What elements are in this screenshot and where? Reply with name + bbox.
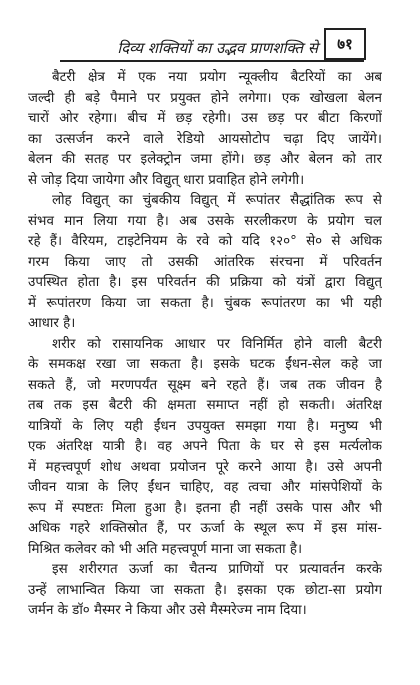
text-line: तब तक इस बैटरी की क्षमता समाप्त नहीं हो सकती। अंतरिक्ष — [28, 398, 382, 413]
text-line: का उत्सर्जन करने वाले रेडियो आयसोटोप चढ़ा दिए जायेंगे। — [28, 131, 382, 147]
text-line: उपस्थित होता है। इस परिवर्तन की प्रक्रिया को यंत्रों द्वारा विद्युत् — [28, 275, 382, 290]
paragraph — [28, 68, 382, 191]
text-line: मिश्रित कलेवर को भी अति महत्त्वपूर्ण माना जा सकता है। — [28, 541, 303, 557]
text-line: जीवन यात्रा के लिए ईंधन चाहिए, वह त्वचा और मांसपेशियों के — [28, 480, 382, 495]
text-line: के समकक्ष रखा जा सकता है। इसके घटक ईंधन-सेल कहे जा — [28, 357, 382, 372]
running-title: दिव्य शक्तियों का उद्भव प्राणशक्ति से — [117, 39, 318, 57]
text-line: जर्मन के डॉ० मैस्मर ने किया और उसे मैस्मरेज्म नाम दिया। — [28, 603, 307, 618]
text-line: में महत्त्वपूर्ण शोध अथवा प्रयोजन पूरे करने आया है। उसे अपनी — [28, 459, 382, 475]
page-number: ७१ — [324, 28, 366, 60]
text-line: उन्हें लाभान्वित किया जा सकता है। इसका एक छोटा-सा प्रयोग — [28, 582, 382, 598]
text-line: शरीर को रासायनिक आधार पर विनिर्मित होने वाली बैटरी — [52, 336, 382, 352]
text-line: आधार है। — [28, 316, 76, 331]
paragraph — [28, 560, 382, 622]
text-line: जल्दी ही बड़े पैमाने पर प्रयुक्त होने लगेगा। एक खोखला बेलन — [28, 90, 382, 106]
text-line: से जोड़ दिया जायेगा और विद्युत् धारा प्रवाहित होने लगेगी। — [28, 172, 305, 188]
running-header — [60, 34, 364, 62]
text-line: इस शरीरगत ऊर्जा का चैतन्य प्राणियों पर प्रत्यावर्तन करके — [52, 562, 382, 577]
text-line: रहे हैं। वैरियम, टाइटेनियम के रवे को यदि १२०° से० से अधिक — [28, 234, 382, 249]
body-text — [28, 68, 382, 622]
text-line: संभव मान लिया गया है। अब उसके सरलीकरण के प्रयोग चल — [28, 213, 382, 229]
text-line: बेलन की सतह पर इलेक्ट्रोन जमा होंगे। छड़ और बेलन को तार — [28, 152, 382, 167]
text-line: चारों ओर रहेगा। बीच में छड़ रहेगी। उस छड़ पर बीटा किरणों — [28, 111, 382, 126]
paragraph — [28, 191, 382, 335]
text-line: गरम किया जाए तो उसकी आंतरिक संरचना में परिवर्तन — [28, 254, 382, 270]
text-line: में रूपांतरण किया जा सकता है। चुंबक रूपांतरण का भी यही — [28, 295, 382, 311]
text-line: अधिक गहरे शक्तिस्रोत हैं, पर ऊर्जा के स्थूल रूप में इस मांस- — [28, 521, 382, 536]
text-line: रूप में स्पष्टतः मिला हुआ है। इतना ही नहीं उसके पास और भी — [28, 500, 382, 516]
text-line: लोह विद्युत् का चुंबकीय विद्युत् में रूपांतर सैद्धांतिक रूप से — [52, 193, 382, 208]
text-line: एक अंतरिक्ष यात्री है। वह अपने पिता के घर से इस मर्त्यलोक — [28, 439, 382, 454]
text-line: बैटरी क्षेत्र में एक नया प्रयोग न्यूक्लीय बैटरियों का अब — [52, 70, 382, 85]
paragraph — [28, 335, 382, 561]
text-line: यात्रियों के लिए यही ईंधन उपयुक्त समझा गया है। मनुष्य भी — [28, 418, 382, 434]
text-line: सकते हैं, जो मरणपर्यंत सूक्ष्म बने रहते हैं। जब तक जीवन है — [28, 377, 382, 393]
